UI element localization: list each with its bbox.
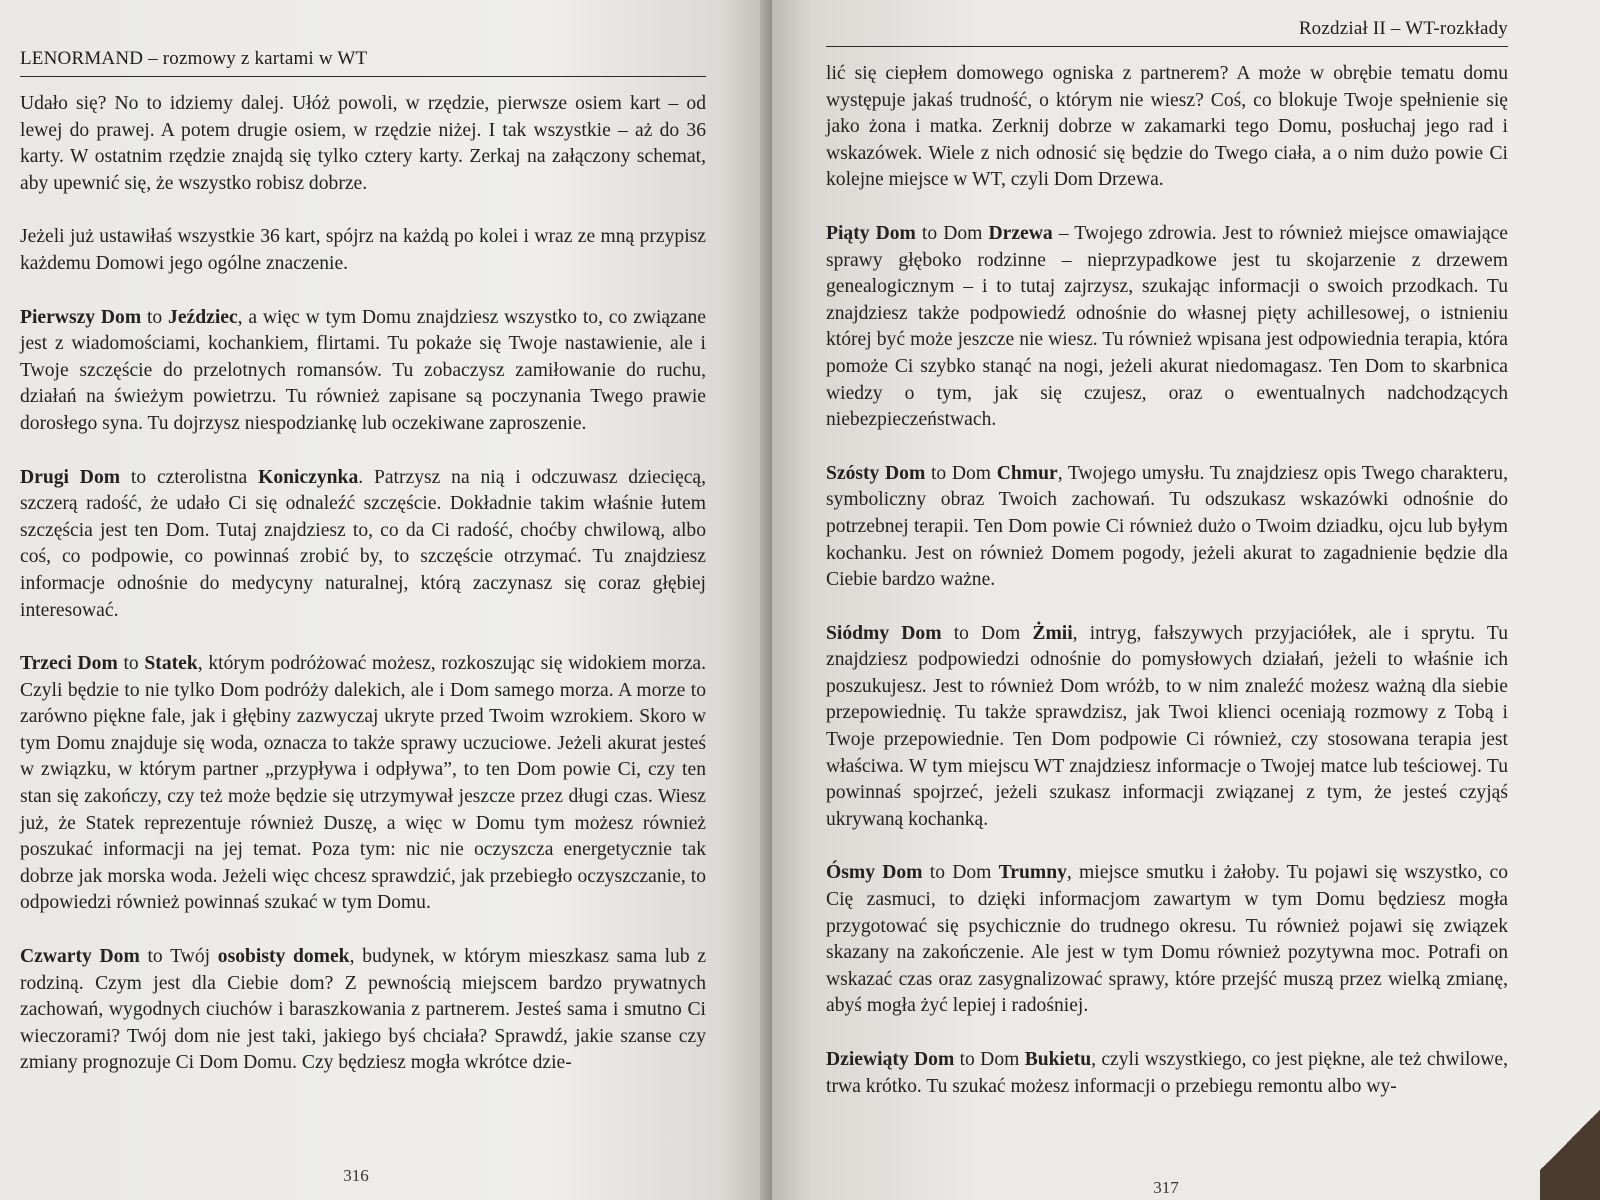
paragraph-intro: Udało się? No to idziemy dalej. Ułóż powoli, w rzędzie, pierwsze osiem kart – od lewej do prawej. A potem drugie osiem, w rzędzie niżej. I tak wszystkie – aż do 36 karty. W ostatnim rzędzie znajdą się tylko cztery karty. Zerkaj na załączony schemat, aby upewnić się, że wszystko robisz dobrze. [20,93,706,194]
text: , miejsce smutku i żałoby. Tu pojawi się wszystko, co Cię zasmuci, to dzięki informacjom zawartym w tym Domu będziesz mogła przygotować się psychicznie do trudnego okresu. Tu również pojawi się związek skazany na zakończenie. Ale jest w tym Domu również pozytywna moc. Potrafi on wskazać czas oraz zasygnalizować sprawy, które przejść muszą przez wielką zmianę, abyś mogła żyć lepiej i radośniej. [826,862,1508,1017]
text: to Dom [954,1049,1025,1070]
house-name: Siódmy Dom [826,622,942,644]
text: , budynek, w którym mieszkasz sama lub z rodziną. Czym jest dla Ciebie dom? Z pewnością miejscem bardzo prywatnych zachowań, wygodnych ciuchów i baraszkowania z partnerem. Jesteś sama i smutno Ci wieczorami? Twój dom nie jest taki, jakiego byś chciała? Sprawdź, jakie szanse czy zmiany prognozuje Ci Dom Domu. Czy będziesz mogła wkrótce dzie- [20,946,707,1074]
page-number-left: 316 [343,1166,369,1185]
house-name: Drugi Dom [20,466,121,488]
right-page [772,0,1600,1200]
text: , którym podróżować możesz, rozkoszując się widokiem morza. Czyli będzie to nie tylko Dom podróży dalekich, ale i Dom samego morza. A morze to zarówno piękne fale, jak i głębiny zazwyczaj ukryte przed Twoim wzrokiem. Skoro w tym Domu znajduje się woda, oznacza to także sprawy uczuciowe. Jeżeli akurat jesteś w związku, w którym partner „przypływa i odpływa”, to ten Dom powie Ci, czy ten stan się zakończy, czy też może będzie się utrzymywał jeszcze przez długi czas. Wiesz już, że Statek reprezentuje również Duszę, a więc w Domu tym możesz również poszukać informacji na jej temat. Poza tym: nic nie oczyszcza energetycznie tak dobrze jak morska woda. Jeżeli więc chcesz sprawdzić, jak przebiegło oczyszczanie, to odpowiedzi również powinnaś szukać w tym Domu. [20,653,706,914]
paragraph-house-7 [826,621,1508,834]
paragraph-house-9 [826,1047,1508,1100]
page-number-right: 317 [1153,1178,1179,1197]
house-name: Pierwszy Dom [20,306,142,328]
text: to Twój [139,946,218,968]
house-name: Piąty Dom [826,222,916,244]
text: . Patrzysz na nią i odczuwasz dziecięcą, szczerą radość, że udało Ci się odnaleźć szczęście. Dokładnie takim właśnie łutem szczęścia jest ten Dom. Tutaj znajdziesz to, co da Ci radość, choćby chwilową, albo coś, co podpowie, co powinnaś zrobić by, to szczęście otrzymać. Tu znajdziesz informacje odnośnie do medycyny naturalnej, którą zaczynasz się coraz głębiej interesować. [20,466,707,621]
paragraph-instruction: Jeżeli już ustawiłaś wszystkie 36 kart, spójrz na każdą po kolei i wraz ze mną przypisz każdemu Domowi jego ogólne znaczenie. [20,226,706,274]
running-head-right: Rozdział II – WT-rozkłady [826,18,1508,47]
card-name: Drzewa [988,222,1053,244]
text: to Dom [922,862,999,884]
card-name: Statek [144,653,198,675]
text: , a więc w tym Domu znajdziesz wszystko to, co związane jest z wiadomościami, kochankiem, flirtami. Tu pokaże się Twoje nastawienie, ale i Twoje szczęście do przelotnych romansów. Tu zobaczysz zamiłowanie do ruchu, działań na świeżym powietrzu. Tu również zapisane są poczynania Twego prawie dorosłego syna. Tu dojrzysz niespodziankę lub oczekiwane zaproszenie. [20,306,706,434]
paragraph-continuation: lić się ciepłem domowego ogniska z partnerem? A może w obrębie tematu domu występuje jakaś trudność, o którym nie wiesz? Coś, co blokuje Twoje spełnienie się jako żona i matka. Zerknij dobrze w zakamarki tego Domu, posłuchaj jego rad i wskazówek. Wiele z nich odnosić się będzie do Twego ciała, a o nim dużo powie Ci kolejne miejsce w WT, czyli Dom Drzewa. [826,63,1508,191]
card-name: Żmii [1032,622,1073,644]
text: – Twojego zdrowia. Jest to również miejsce omawiające sprawy głęboko rodzinne – nieprzypadkowe jest tu skojarzenie z drzewem genealogicznym – i to tutaj zajrzysz, szukając informacji o swoich przodkach. Tu znajdziesz także podpowiedź odnośnie do własnej pięty achillesowej, o istnieniu której być może jeszcze nie wiesz. Tu również wpisana jest odpowiednia terapia, która pomoże Ci szybko stanąć na nogi, jeżeli akurat niedomagasz. Ten Dom to skarbnica wiedzy o tym, jak się czujesz, oraz o ewentualnych nadchodzących niebezpieczeństwach. [826,222,1508,431]
card-name: Koniczynka [258,466,359,488]
paragraph-house-2 [20,465,706,625]
text: to Dom [925,462,997,484]
text: to czterolistna [120,466,259,488]
text: to Dom [915,222,989,244]
card-name: Trumny [998,862,1067,884]
card-name: Jeździec [168,306,238,328]
text: , intryg, fałszywych przyjaciółek, ale i sprytu. Tu znajdziesz podpowiedzi odnośnie do pomysłowych działań, jeżeli to właśnie ich poszukujesz. Jest to również Dom wróżb, to w nim znaleźć możesz ważną dla siebie przepowiednię. Tu także sprawdzisz, jak Twoi klienci oceniają rozmowy z Tobą i Twoje przepowiednie. Ten Dom podpowie Ci również, czy stosowana terapia jest właściwa. W tym miejscu WT znajdziesz informacje o Twojej matce lub teściowej. Tu powinnaś spojrzeć, jeżeli szukasz informacji związanej z tym, że jesteś czyjąś ukrywaną kochanką. [826,622,1509,830]
card-name: Chmur [996,462,1058,484]
text: , Twojego umysłu. Tu znajdziesz opis Twego charakteru, symboliczny obraz Twoich zachowań. Tu odszukasz wskazówki odnośnie do potrzebnej terapii. Ten Dom powie Ci również dużo o Twoim dziadku, ojcu lub byłym kochanku. Jest on również Domem pogody, jeżeli akurat to zagadnienie będzie dla Ciebie bardzo ważne. [826,462,1508,591]
house-name: Dziewiąty Dom [826,1049,955,1070]
house-name: Trzeci Dom [20,653,118,675]
paragraph-house-1 [20,305,706,438]
paragraph-house-5 [826,221,1508,434]
table-background-corner [1540,1110,1600,1200]
house-name: Ósmy Dom [826,862,923,884]
text: , czyli wszystkiego, co jest piękne, ale też chwilowe, trwa krótko. Tu szukać możesz informacji o przebiegu remontu albo wy- [826,1049,1508,1097]
card-name: Bukietu [1024,1049,1092,1070]
paragraph-house-3 [20,651,706,917]
text: to [141,306,169,328]
card-name: osobisty domek [217,946,350,968]
paragraph-house-4 [20,944,706,1077]
house-name: Czwarty Dom [20,946,140,968]
house-name: Szósty Dom [826,462,926,484]
text: to [117,653,145,675]
text: to Dom [941,622,1033,644]
paragraph-house-6 [826,461,1508,594]
running-head-left: LENORMAND – rozmowy z kartami w WT [20,48,706,77]
paragraph-house-8 [826,860,1508,1020]
left-page [0,0,772,1200]
